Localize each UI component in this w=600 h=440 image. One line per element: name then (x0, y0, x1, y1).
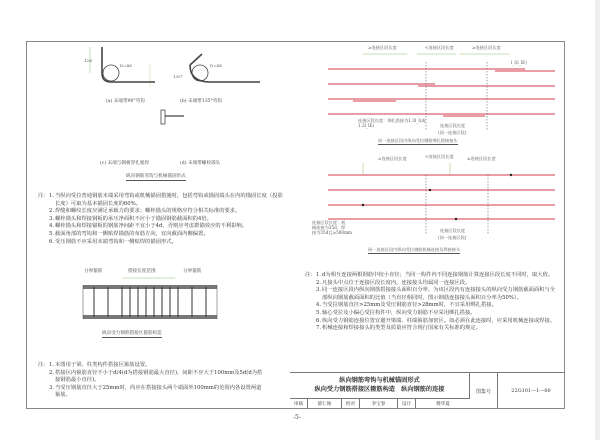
mech-segment-sub: (同一连接区段) (438, 235, 467, 240)
dim-ge-left: ≥连接区段长度 (368, 45, 397, 50)
notes-anchorage: 注： 1. 当纵向受拉普通钢筋末端采用弯钩或机械锚固措施时，包括弯钩或锚固端头在内的锚固长度（投影长度）可取为基本锚固长度的60%。 2. 焊缝和螺纹长度应满足承载力的要求；螺栓锚头的规格应符合相关标准的要求。 3. 螺栓锚头和焊接钢板的承压净面积不应小于锚固钢筋截面积的4倍。 4. 螺栓锚头和焊接锚板的钢筋净间距不宜小于4d，否则应考虑群锚效应的不利影响。 5. 截面角部的弯钩和一侧贴焊锚筋的布筋方向，宜向截面内侧偏置。 6. 受压钢筋不应采用末端弯钩和一侧贴焊的锚固形式。 (38, 193, 283, 245)
splice-length-label: l_l(l_lE) (511, 60, 527, 65)
lap-segment-sub: (同一连接区段) (438, 130, 467, 135)
name-review: 郁仁俊 (308, 399, 342, 409)
svg-text:D=4d: D=4d (120, 63, 132, 68)
signature-row (290, 399, 470, 409)
svg-text:D=4d: D=4d (210, 63, 222, 68)
lap-length-range-label: 搭接长度范围 (128, 269, 156, 274)
caption-b: (b) 末端带135°弯钩 (180, 99, 223, 104)
dim-ge-right: ≥连接区段长度 (472, 45, 501, 50)
hook-figure-title: 纵向钢筋弯钩与机械锚固形式 (126, 174, 186, 179)
figure-number-label: 图集号 (470, 373, 498, 409)
notes-stirrups: 注： 1. 本图用于梁、柱类构件搭接区箍筋设置。 2. 搭接区内箍筋直径不小于d/4(d为搭接钢筋最大直径)，间距不应大于100mm及5d(d为搭接钢筋最小直径)。 3. 当受压钢筋直径大于25mm时，尚应在搭接接头两个端面外100mm的范围内各设置两道箍筋。 (38, 362, 263, 399)
stirrup-figure-title: 纵向受力钢筋搭接区箍筋构造 (102, 331, 162, 336)
mech-side-note-1: 连接区段长度：机 (312, 220, 346, 225)
page-number: -5- (293, 414, 301, 421)
mech-dim-ge-left: ≥连接区段长度 (378, 156, 407, 161)
title-block-title: 纵向钢筋弯钩与机械锚固形式 纵向受力钢筋搭接区箍筋构造 纵向钢筋的连接 (290, 373, 470, 399)
caption-c: (c) 末端与钢板穿孔塞焊 (100, 161, 149, 166)
svg-text:135°: 135° (173, 74, 183, 79)
role-review: 审核 (290, 399, 308, 409)
svg-text:12d: 12d (84, 58, 92, 63)
notes-connections: 注： 1. d为相互连接两根钢筋中较小直径；当同一构件内不同连接钢筋计算连接区段长度不同时，取大值。 2. 凡接头中点位于连接区段长度内，连接接头均属同一连接区段。 3. 同一连接区段内纵向钢筋搭接接头面积百分率，为该区段内有连接接头的纵向受力钢筋截面面积与全部纵向钢筋截面面积的比值（当直径相同时，图示钢筋连接接头面积百分率为50%）。 4. 当受拉钢筋直径>25mm及受压钢筋直径>28mm时，不宜采用绑扎搭接。 5. 轴心受拉及小偏心受拉构件中，纵向受力钢筋不应采用绑扎搭接。 6. 纵向受力钢筋连接位置宜避开梁端、柱端箍筋加密区。如必须在此连接时，应采用机械连接或焊接。 7. 机械连接和焊接接头的类型及质量应符合现行国家有关标准的规定。 (305, 272, 556, 332)
mechanical-splice-diagram (320, 160, 565, 235)
lap-splice-diagram (320, 50, 565, 130)
mech-segment-label: 连接区段长度 (440, 228, 466, 233)
role-check: 校对 (342, 399, 360, 409)
name-check: 李宝春 (360, 399, 398, 409)
mech-dim-ge-right: ≥连接区段长度 (467, 156, 496, 161)
mech-side-note-3: 接为35d且≥500mm (312, 230, 353, 235)
mech-dim-lt-center: <连接区段长度 (425, 154, 454, 159)
lap-figure-title: 同一连接区段内纵向受拉钢筋绑扎搭接接头 (378, 138, 458, 143)
role-design: 设计 (398, 399, 416, 409)
page-edge (595, 0, 600, 440)
boundary-stirrup-left-label: 分界箍筋 (84, 269, 103, 274)
mech-side-note-2: 械连接为35d，焊 (312, 225, 346, 230)
dim-lt-center: <连接区段长度 (425, 45, 454, 50)
title-block (290, 372, 564, 408)
boundary-stirrup-right-label: 分界箍筋 (183, 269, 202, 274)
stirrup-lap-diagram (80, 275, 220, 325)
lap-side-note: 连接区段长度：绑扎搭接为1.3l_l(或1.3l_lE) (358, 118, 426, 129)
lap-segment-label: 连接区段长度 (440, 123, 466, 128)
figure-number: 22G101—1—60 (511, 388, 551, 394)
mech-figure-title: 同一连接区段内纵向受拉钢筋机械连接及焊接接头 (368, 247, 461, 252)
hook-anchorage-diagrams (60, 45, 260, 125)
name-design: 傅华夏 (436, 402, 450, 407)
caption-a: (a) 末端带90°弯钩 (106, 99, 145, 104)
caption-d: (d) 末端带螺栓锚头 (180, 161, 221, 166)
